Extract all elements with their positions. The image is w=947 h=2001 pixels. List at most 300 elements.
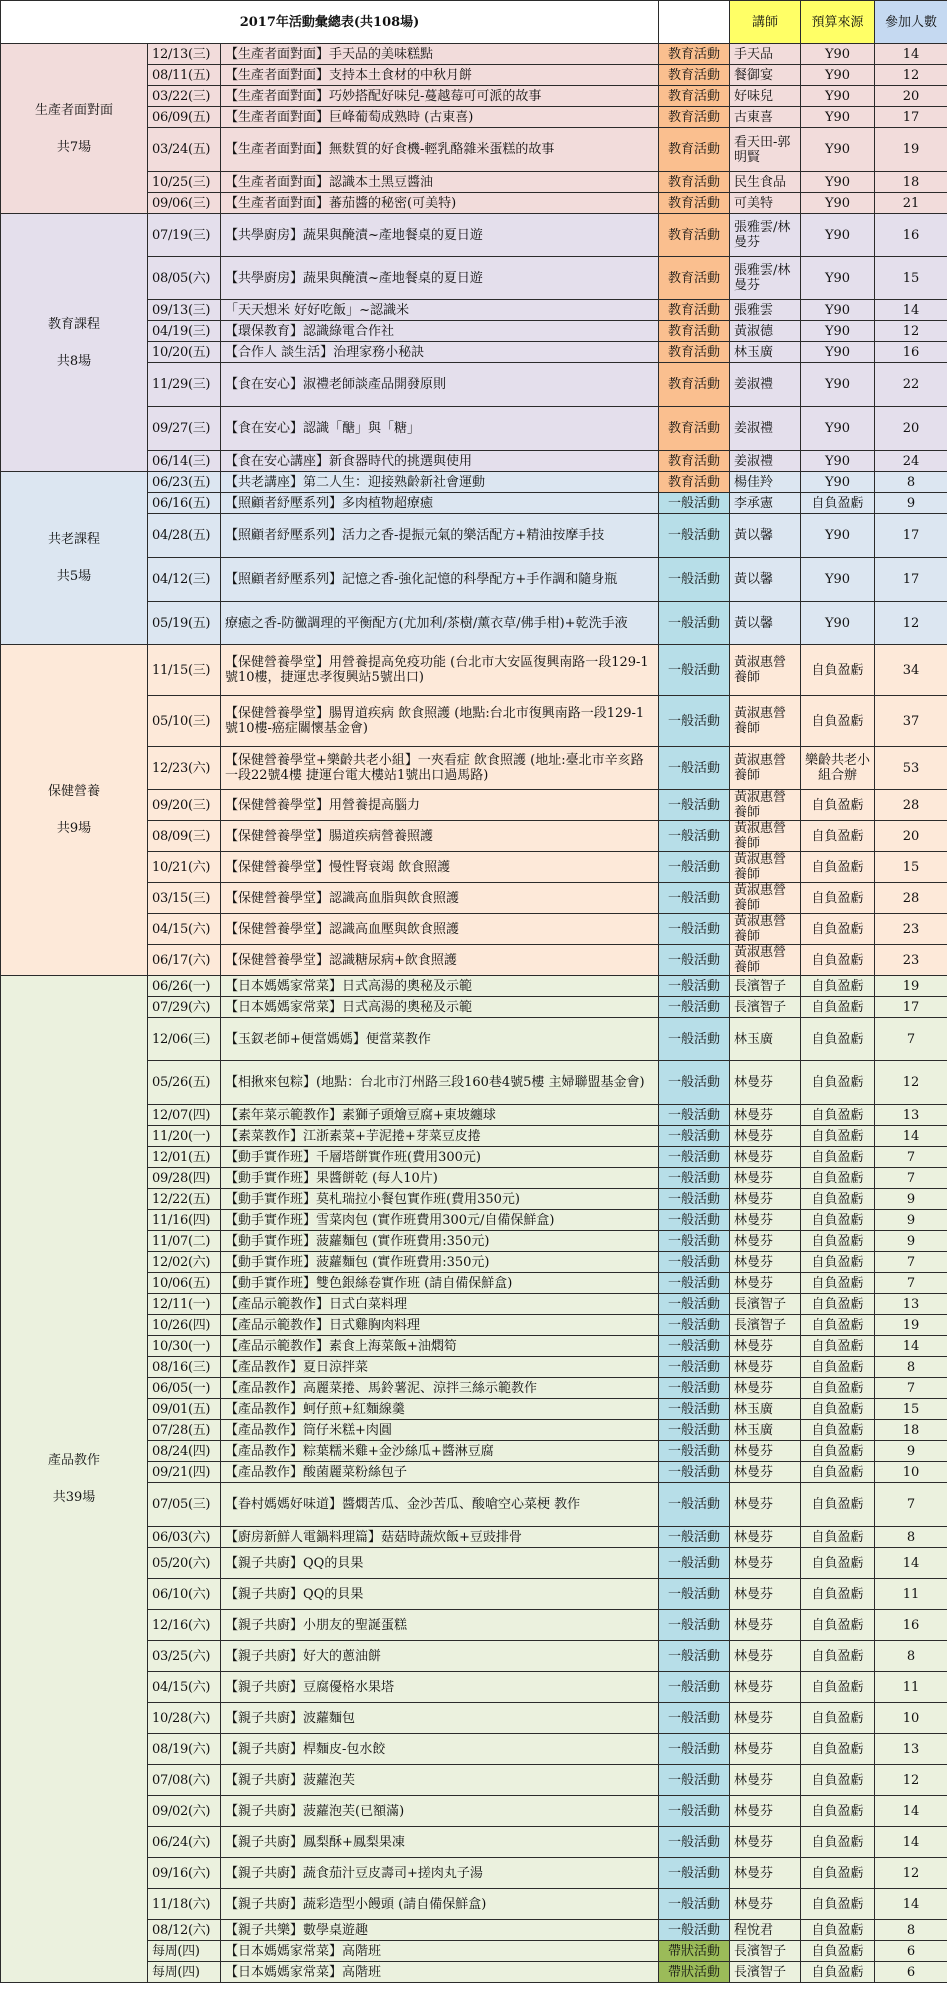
title-cell: 【動手實作班】雙色銀絲卷實作班 (請自備保鮮盒) xyxy=(221,1273,659,1294)
title-cell: 【產品教作】筒仔米糕+肉圓 xyxy=(221,1420,659,1441)
title-cell: 【生產者面對面】手天品的美味糕點 xyxy=(221,44,659,65)
participants-cell: 24 xyxy=(875,451,947,472)
title-cell: 【保健營養學堂+樂齡共老小組】一夾看症 飲食照護 (地址:臺北市辛亥路一段22號4樓 捷運台電大樓站1號出口過馬路) xyxy=(221,747,659,790)
date-cell: 08/12(六) xyxy=(148,1920,221,1941)
teacher-cell: 林曼芬 xyxy=(730,1765,801,1796)
participants-cell: 28 xyxy=(875,883,947,914)
budget-cell: 自負盈虧 xyxy=(801,1962,875,1983)
participants-cell: 16 xyxy=(875,214,947,257)
budget-cell: Y90 xyxy=(801,451,875,472)
category-spacer xyxy=(5,118,143,140)
participants-cell: 12 xyxy=(875,321,947,342)
title-cell: 【食在安心講座】新食器時代的挑選與使用 xyxy=(221,451,659,472)
participants-cell: 12 xyxy=(875,1765,947,1796)
date-cell: 06/16(五) xyxy=(148,493,221,514)
participants-cell: 10 xyxy=(875,1703,947,1734)
teacher-cell: 黃以馨 xyxy=(730,514,801,558)
budget-cell: 自負盈虧 xyxy=(801,1796,875,1827)
participants-cell: 7 xyxy=(875,1273,947,1294)
teacher-cell: 楊佳羚 xyxy=(730,472,801,493)
budget-cell: 自負盈虧 xyxy=(801,945,875,976)
date-cell: 08/05(六) xyxy=(148,257,221,300)
teacher-cell: 林曼芬 xyxy=(730,1734,801,1765)
title-cell: 【相揪來包粽】(地點：台北市汀州路三段160巷4號5樓 主婦聯盟基金會) xyxy=(221,1061,659,1105)
budget-cell: 自負盈虧 xyxy=(801,1827,875,1858)
title-cell: 【保健營養學堂】認識糖尿病+飲食照護 xyxy=(221,945,659,976)
date-cell: 11/29(三) xyxy=(148,363,221,407)
budget-cell: 自負盈虧 xyxy=(801,852,875,883)
type-cell: 一般活動 xyxy=(659,1527,730,1548)
title-cell: 【日本媽媽家常菜】日式高湯的奧秘及示範 xyxy=(221,976,659,997)
title-cell: 【動手實作班】莫札瑞拉小餐包實作班(費用350元) xyxy=(221,1189,659,1210)
budget-cell: Y90 xyxy=(801,363,875,407)
type-cell: 一般活動 xyxy=(659,883,730,914)
teacher-cell: 黃淑惠營養師 xyxy=(730,883,801,914)
date-cell: 07/19(三) xyxy=(148,214,221,257)
title-cell: 【玉釵老師+便當媽媽】便當菜教作 xyxy=(221,1018,659,1061)
date-cell: 03/25(六) xyxy=(148,1641,221,1672)
participants-cell: 20 xyxy=(875,86,947,107)
category-count: 共7場 xyxy=(56,139,92,155)
teacher-cell: 林曼芬 xyxy=(730,1527,801,1548)
budget-cell: 自負盈虧 xyxy=(801,914,875,945)
participants-cell: 18 xyxy=(875,1420,947,1441)
teacher-cell: 黃淑惠營養師 xyxy=(730,790,801,821)
teacher-cell: 張雅雲 xyxy=(730,300,801,321)
budget-cell: 自負盈虧 xyxy=(801,1126,875,1147)
category-count: 共8場 xyxy=(56,353,92,369)
title-cell: 【親子共廚】菠蘿泡芙(已額滿) xyxy=(221,1796,659,1827)
participants-cell: 13 xyxy=(875,1734,947,1765)
teacher-cell: 長濱智子 xyxy=(730,1941,801,1962)
teacher-cell: 林曼芬 xyxy=(730,1336,801,1357)
participants-cell: 8 xyxy=(875,472,947,493)
budget-cell: 自負盈虧 xyxy=(801,821,875,852)
budget-cell: 自負盈虧 xyxy=(801,1548,875,1579)
type-cell: 一般活動 xyxy=(659,790,730,821)
header-type-blank xyxy=(659,1,730,44)
participants-cell: 14 xyxy=(875,1548,947,1579)
date-cell: 09/13(三) xyxy=(148,300,221,321)
date-cell: 10/25(三) xyxy=(148,172,221,193)
date-cell: 12/23(六) xyxy=(148,747,221,790)
teacher-cell: 林曼芬 xyxy=(730,1061,801,1105)
budget-cell: Y90 xyxy=(801,107,875,128)
title-cell: 【親子共廚】波蘿麵包 xyxy=(221,1703,659,1734)
date-cell: 06/05(一) xyxy=(148,1378,221,1399)
table-row xyxy=(1,44,947,65)
type-cell: 教育活動 xyxy=(659,86,730,107)
teacher-cell: 林曼芬 xyxy=(730,1827,801,1858)
participants-cell: 6 xyxy=(875,1962,947,1983)
title-cell: 【眷村媽媽好味道】醬燜苦瓜、金沙苦瓜、酸嗆空心菜梗 教作 xyxy=(221,1483,659,1527)
teacher-cell: 長濱智子 xyxy=(730,1315,801,1336)
title-cell: 【親子共廚】蔬彩造型小饅頭 (請自備保鮮盒) xyxy=(221,1889,659,1920)
budget-cell: Y90 xyxy=(801,602,875,645)
type-cell: 一般活動 xyxy=(659,558,730,602)
type-cell: 一般活動 xyxy=(659,1061,730,1105)
teacher-cell: 林曼芬 xyxy=(730,1126,801,1147)
date-cell: 12/06(三) xyxy=(148,1018,221,1061)
date-cell: 09/01(五) xyxy=(148,1399,221,1420)
teacher-cell: 姜淑禮 xyxy=(730,363,801,407)
teacher-cell: 長濱智子 xyxy=(730,1962,801,1983)
title-cell: 【素年菜示範教作】素獅子頭燴豆腐+東坡纏球 xyxy=(221,1105,659,1126)
type-cell: 一般活動 xyxy=(659,1889,730,1920)
budget-cell: 自負盈虧 xyxy=(801,1579,875,1610)
teacher-cell: 林曼芬 xyxy=(730,1378,801,1399)
type-cell: 一般活動 xyxy=(659,1105,730,1126)
budget-cell: Y90 xyxy=(801,558,875,602)
type-cell: 一般活動 xyxy=(659,1441,730,1462)
budget-cell: Y90 xyxy=(801,65,875,86)
teacher-cell: 林曼芬 xyxy=(730,1252,801,1273)
type-cell: 一般活動 xyxy=(659,1483,730,1527)
type-cell: 一般活動 xyxy=(659,1315,730,1336)
participants-cell: 10 xyxy=(875,1462,947,1483)
type-cell: 一般活動 xyxy=(659,1231,730,1252)
teacher-cell: 看天田-郭明賢 xyxy=(730,128,801,172)
title-cell: 【生產者面對面】支持本土食材的中秋月餅 xyxy=(221,65,659,86)
teacher-cell: 林曼芬 xyxy=(730,1483,801,1527)
teacher-cell: 古東喜 xyxy=(730,107,801,128)
budget-cell: 自負盈虧 xyxy=(801,1315,875,1336)
participants-cell: 7 xyxy=(875,1168,947,1189)
title-cell: 【產品教作】夏日涼拌菜 xyxy=(221,1357,659,1378)
participants-cell: 23 xyxy=(875,945,947,976)
budget-cell: 自負盈虧 xyxy=(801,1018,875,1061)
category-name: 教育課程 xyxy=(47,316,100,332)
budget-cell: 自負盈虧 xyxy=(801,696,875,747)
date-cell: 11/20(一) xyxy=(148,1126,221,1147)
budget-cell: 自負盈虧 xyxy=(801,1941,875,1962)
date-cell: 每周(四) xyxy=(148,1962,221,1983)
teacher-cell: 黃淑惠營養師 xyxy=(730,747,801,790)
budget-cell: 自負盈虧 xyxy=(801,493,875,514)
participants-cell: 12 xyxy=(875,1858,947,1889)
date-cell: 08/09(三) xyxy=(148,821,221,852)
type-cell: 教育活動 xyxy=(659,214,730,257)
title-cell: 【親子共廚】菠蘿泡芙 xyxy=(221,1765,659,1796)
type-cell: 一般活動 xyxy=(659,852,730,883)
title-cell: 【生產者面對面】巧妙搭配好味兒-蔓越莓可可派的故事 xyxy=(221,86,659,107)
category-count: 共39場 xyxy=(52,1490,96,1505)
date-cell: 11/16(四) xyxy=(148,1210,221,1231)
type-cell: 一般活動 xyxy=(659,1610,730,1641)
type-cell: 教育活動 xyxy=(659,107,730,128)
type-cell: 一般活動 xyxy=(659,1796,730,1827)
date-cell: 10/06(五) xyxy=(148,1273,221,1294)
date-cell: 06/09(五) xyxy=(148,107,221,128)
title-cell: 【保健營養學堂】腸胃道疾病 飲食照護 (地點:台北市復興南路一段129-1號10樓-癌症關懷基金會) xyxy=(221,696,659,747)
participants-cell: 6 xyxy=(875,1941,947,1962)
participants-cell: 16 xyxy=(875,342,947,363)
date-cell: 05/10(三) xyxy=(148,696,221,747)
teacher-cell: 林曼芬 xyxy=(730,1703,801,1734)
teacher-cell: 黃淑惠營養師 xyxy=(730,821,801,852)
budget-cell: 自負盈虧 xyxy=(801,1210,875,1231)
title-cell: 【照顧者紓壓系列】記憶之香-強化記憶的科學配方+手作調和隨身瓶 xyxy=(221,558,659,602)
type-cell: 一般活動 xyxy=(659,1462,730,1483)
teacher-cell: 好味兒 xyxy=(730,86,801,107)
title-cell: 【親子共廚】好大的蔥油餅 xyxy=(221,1641,659,1672)
date-cell: 03/24(五) xyxy=(148,128,221,172)
teacher-cell: 長濱智子 xyxy=(730,997,801,1018)
date-cell: 06/14(三) xyxy=(148,451,221,472)
title-cell: 【合作人 談生活】治理家務小秘訣 xyxy=(221,342,659,363)
type-cell: 一般活動 xyxy=(659,1126,730,1147)
title-cell: 【廚房新鮮人電鍋料理篇】菇菇時蔬炊飯+豆豉排骨 xyxy=(221,1527,659,1548)
type-cell: 一般活動 xyxy=(659,1858,730,1889)
budget-cell: 樂齡共老小組合辦 xyxy=(801,747,875,790)
participants-cell: 34 xyxy=(875,645,947,696)
teacher-cell: 林曼芬 xyxy=(730,1548,801,1579)
teacher-cell: 林曼芬 xyxy=(730,1610,801,1641)
teacher-cell: 林曼芬 xyxy=(730,1441,801,1462)
type-cell: 一般活動 xyxy=(659,1147,730,1168)
date-cell: 10/26(四) xyxy=(148,1315,221,1336)
title-cell: 【照顧者紓壓系列】活力之香-提振元氣的樂活配方+精油按摩手技 xyxy=(221,514,659,558)
teacher-cell: 民生食品 xyxy=(730,172,801,193)
participants-cell: 12 xyxy=(875,602,947,645)
participants-cell: 14 xyxy=(875,44,947,65)
title-cell: 【食在安心】淑禮老師談產品開發原則 xyxy=(221,363,659,407)
date-cell: 10/30(一) xyxy=(148,1336,221,1357)
teacher-cell: 黃淑德 xyxy=(730,321,801,342)
header-teacher: 講師 xyxy=(730,1,801,44)
title-cell: 【保健營養學堂】認識高血壓與飲食照護 xyxy=(221,914,659,945)
teacher-cell: 林曼芬 xyxy=(730,1672,801,1703)
budget-cell: 自負盈虧 xyxy=(801,1378,875,1399)
participants-cell: 7 xyxy=(875,1147,947,1168)
title-cell: 【親子共廚】QQ的貝果 xyxy=(221,1579,659,1610)
type-cell: 一般活動 xyxy=(659,1734,730,1765)
category-count: 共9場 xyxy=(56,821,92,836)
budget-cell: Y90 xyxy=(801,257,875,300)
teacher-cell: 程悅君 xyxy=(730,1920,801,1941)
participants-cell: 9 xyxy=(875,493,947,514)
category-name: 共老課程 xyxy=(47,532,100,547)
category-cell xyxy=(1,44,148,214)
budget-cell: Y90 xyxy=(801,214,875,257)
title-cell: 【生產者面對面】蕃茄醬的秘密(可美特) xyxy=(221,193,659,214)
participants-cell: 22 xyxy=(875,363,947,407)
table-row xyxy=(1,472,947,493)
date-cell: 07/08(六) xyxy=(148,1765,221,1796)
date-cell: 04/15(六) xyxy=(148,1672,221,1703)
teacher-cell: 林曼芬 xyxy=(730,1168,801,1189)
date-cell: 05/19(五) xyxy=(148,602,221,645)
title-cell: 【產品教作】酸菌麗菜粉絲包子 xyxy=(221,1462,659,1483)
title-cell: 【動手實作班】菠蘿麵包 (實作班費用:350元) xyxy=(221,1231,659,1252)
date-cell: 08/11(五) xyxy=(148,65,221,86)
table-row xyxy=(1,645,947,696)
type-cell: 帶狀活動 xyxy=(659,1941,730,1962)
date-cell: 09/21(四) xyxy=(148,1462,221,1483)
title-cell: 【共老講座】第二人生：迎接熟齡新社會運動 xyxy=(221,472,659,493)
title-cell: 【產品教作】高麗菜捲、馬鈴薯泥、涼拌三絲示範教作 xyxy=(221,1378,659,1399)
teacher-cell: 林玉廣 xyxy=(730,1399,801,1420)
title-cell: 【保健營養學堂】腸道疾病營養照護 xyxy=(221,821,659,852)
type-cell: 一般活動 xyxy=(659,493,730,514)
budget-cell: Y90 xyxy=(801,300,875,321)
type-cell: 一般活動 xyxy=(659,1336,730,1357)
title-cell: 【親子共廚】蔬食茄汁豆皮壽司+搓肉丸子湯 xyxy=(221,1858,659,1889)
participants-cell: 53 xyxy=(875,747,947,790)
budget-cell: 自負盈虧 xyxy=(801,1189,875,1210)
teacher-cell: 長濱智子 xyxy=(730,1294,801,1315)
participants-cell: 8 xyxy=(875,1641,947,1672)
budget-cell: Y90 xyxy=(801,193,875,214)
date-cell: 09/27(三) xyxy=(148,407,221,451)
budget-cell: 自負盈虧 xyxy=(801,883,875,914)
teacher-cell: 林曼芬 xyxy=(730,1273,801,1294)
type-cell: 一般活動 xyxy=(659,1579,730,1610)
category-spacer xyxy=(5,332,143,354)
teacher-cell: 林曼芬 xyxy=(730,1858,801,1889)
header-row xyxy=(1,1,947,44)
title-cell: 【動手實作班】雪菜肉包 (實作班費用300元/自備保鮮盒) xyxy=(221,1210,659,1231)
participants-cell: 14 xyxy=(875,1126,947,1147)
date-cell: 09/16(六) xyxy=(148,1858,221,1889)
type-cell: 一般活動 xyxy=(659,514,730,558)
teacher-cell: 黃淑惠營養師 xyxy=(730,852,801,883)
title-cell: 【保健營養學堂】用營養提高免疫功能 (台北市大安區復興南路一段129-1號10樓，捷運忠孝復興站5號出口) xyxy=(221,645,659,696)
category-cell xyxy=(1,976,148,1983)
teacher-cell: 林曼芬 xyxy=(730,1641,801,1672)
budget-cell: 自負盈虧 xyxy=(801,1641,875,1672)
teacher-cell: 手天品 xyxy=(730,44,801,65)
type-cell: 一般活動 xyxy=(659,1703,730,1734)
type-cell: 一般活動 xyxy=(659,1641,730,1672)
type-cell: 一般活動 xyxy=(659,821,730,852)
teacher-cell: 林曼芬 xyxy=(730,1796,801,1827)
budget-cell: 自負盈虧 xyxy=(801,1858,875,1889)
teacher-cell: 林曼芬 xyxy=(730,1231,801,1252)
teacher-cell: 張雅雲/林曼芬 xyxy=(730,214,801,257)
budget-cell: 自負盈虧 xyxy=(801,1357,875,1378)
participants-cell: 8 xyxy=(875,1527,947,1548)
teacher-cell: 張雅雲/林曼芬 xyxy=(730,257,801,300)
participants-cell: 11 xyxy=(875,1579,947,1610)
participants-cell: 17 xyxy=(875,514,947,558)
participants-cell: 8 xyxy=(875,1920,947,1941)
participants-cell: 20 xyxy=(875,821,947,852)
budget-cell: 自負盈虧 xyxy=(801,997,875,1018)
title-cell: 【日本媽媽家常菜】高階班 xyxy=(221,1962,659,1983)
title-cell: 【動手實作班】千層塔餅實作班(費用300元) xyxy=(221,1147,659,1168)
date-cell: 05/26(五) xyxy=(148,1061,221,1105)
participants-cell: 20 xyxy=(875,407,947,451)
participants-cell: 11 xyxy=(875,1672,947,1703)
date-cell: 12/07(四) xyxy=(148,1105,221,1126)
table-row xyxy=(1,214,947,257)
teacher-cell: 林曼芬 xyxy=(730,1210,801,1231)
type-cell: 一般活動 xyxy=(659,1399,730,1420)
date-cell: 06/17(六) xyxy=(148,945,221,976)
title-cell: 【親子共廚】桿麵皮-包水餃 xyxy=(221,1734,659,1765)
participants-cell: 14 xyxy=(875,1827,947,1858)
title-cell: 「天天想米 好好吃飯」~認識米 xyxy=(221,300,659,321)
header-participants: 參加人數 xyxy=(875,1,947,44)
participants-cell: 13 xyxy=(875,1294,947,1315)
date-cell: 06/23(五) xyxy=(148,472,221,493)
type-cell: 一般活動 xyxy=(659,1294,730,1315)
teacher-cell: 餐御宴 xyxy=(730,65,801,86)
type-cell: 一般活動 xyxy=(659,645,730,696)
date-cell: 07/28(五) xyxy=(148,1420,221,1441)
participants-cell: 12 xyxy=(875,65,947,86)
date-cell: 10/21(六) xyxy=(148,852,221,883)
title-cell: 【照顧者紓壓系列】多肉植物超療癒 xyxy=(221,493,659,514)
participants-cell: 9 xyxy=(875,1441,947,1462)
budget-cell: Y90 xyxy=(801,44,875,65)
budget-cell: 自負盈虧 xyxy=(801,1703,875,1734)
type-cell: 教育活動 xyxy=(659,172,730,193)
budget-cell: 自負盈虧 xyxy=(801,1399,875,1420)
type-cell: 教育活動 xyxy=(659,407,730,451)
teacher-cell: 可美特 xyxy=(730,193,801,214)
date-cell: 12/22(五) xyxy=(148,1189,221,1210)
date-cell: 05/20(六) xyxy=(148,1548,221,1579)
type-cell: 教育活動 xyxy=(659,321,730,342)
category-name: 生產者面對面 xyxy=(34,102,113,118)
type-cell: 教育活動 xyxy=(659,193,730,214)
title-cell: 【產品教作】蚵仔煎+紅麵線羹 xyxy=(221,1399,659,1420)
date-cell: 06/24(六) xyxy=(148,1827,221,1858)
budget-cell: 自負盈虧 xyxy=(801,1420,875,1441)
date-cell: 07/05(三) xyxy=(148,1483,221,1527)
title-cell: 【保健營養學堂】慢性腎衰竭 飲食照護 xyxy=(221,852,659,883)
type-cell: 一般活動 xyxy=(659,1920,730,1941)
teacher-cell: 李承憲 xyxy=(730,493,801,514)
title-cell: 療癒之香-防黴調理的平衡配方(尤加利/茶樹/薰衣草/佛手柑)+乾洗手液 xyxy=(221,602,659,645)
title-cell: 【生產者面對面】無麩質的好食機-輕乳酪雜米蛋糕的故事 xyxy=(221,128,659,172)
type-cell: 一般活動 xyxy=(659,976,730,997)
participants-cell: 17 xyxy=(875,997,947,1018)
date-cell: 06/10(六) xyxy=(148,1579,221,1610)
date-cell: 12/11(一) xyxy=(148,1294,221,1315)
participants-cell: 7 xyxy=(875,1018,947,1061)
teacher-cell: 姜淑禮 xyxy=(730,451,801,472)
teacher-cell: 黃以馨 xyxy=(730,602,801,645)
title-cell: 【食在安心】認識「醣」與「糖」 xyxy=(221,407,659,451)
budget-cell: 自負盈虧 xyxy=(801,1527,875,1548)
type-cell: 帶狀活動 xyxy=(659,1962,730,1983)
budget-cell: 自負盈虧 xyxy=(801,1734,875,1765)
title-cell: 【親子共廚】QQ的貝果 xyxy=(221,1548,659,1579)
table-row xyxy=(1,976,947,997)
budget-cell: 自負盈虧 xyxy=(801,1231,875,1252)
participants-cell: 7 xyxy=(875,1483,947,1527)
date-cell: 12/01(五) xyxy=(148,1147,221,1168)
participants-cell: 19 xyxy=(875,976,947,997)
date-cell: 04/15(六) xyxy=(148,914,221,945)
type-cell: 教育活動 xyxy=(659,44,730,65)
participants-cell: 7 xyxy=(875,1378,947,1399)
category-cell xyxy=(1,214,148,472)
type-cell: 教育活動 xyxy=(659,300,730,321)
sheet-title: 2017年活動彙總表(共108場) xyxy=(1,1,659,44)
type-cell: 教育活動 xyxy=(659,363,730,407)
type-cell: 教育活動 xyxy=(659,472,730,493)
title-cell: 【親子共廚】小朋友的聖誕蛋糕 xyxy=(221,1610,659,1641)
participants-cell: 28 xyxy=(875,790,947,821)
teacher-cell: 長濱智子 xyxy=(730,976,801,997)
teacher-cell: 林曼芬 xyxy=(730,1105,801,1126)
teacher-cell: 林玉廣 xyxy=(730,1420,801,1441)
budget-cell: Y90 xyxy=(801,321,875,342)
